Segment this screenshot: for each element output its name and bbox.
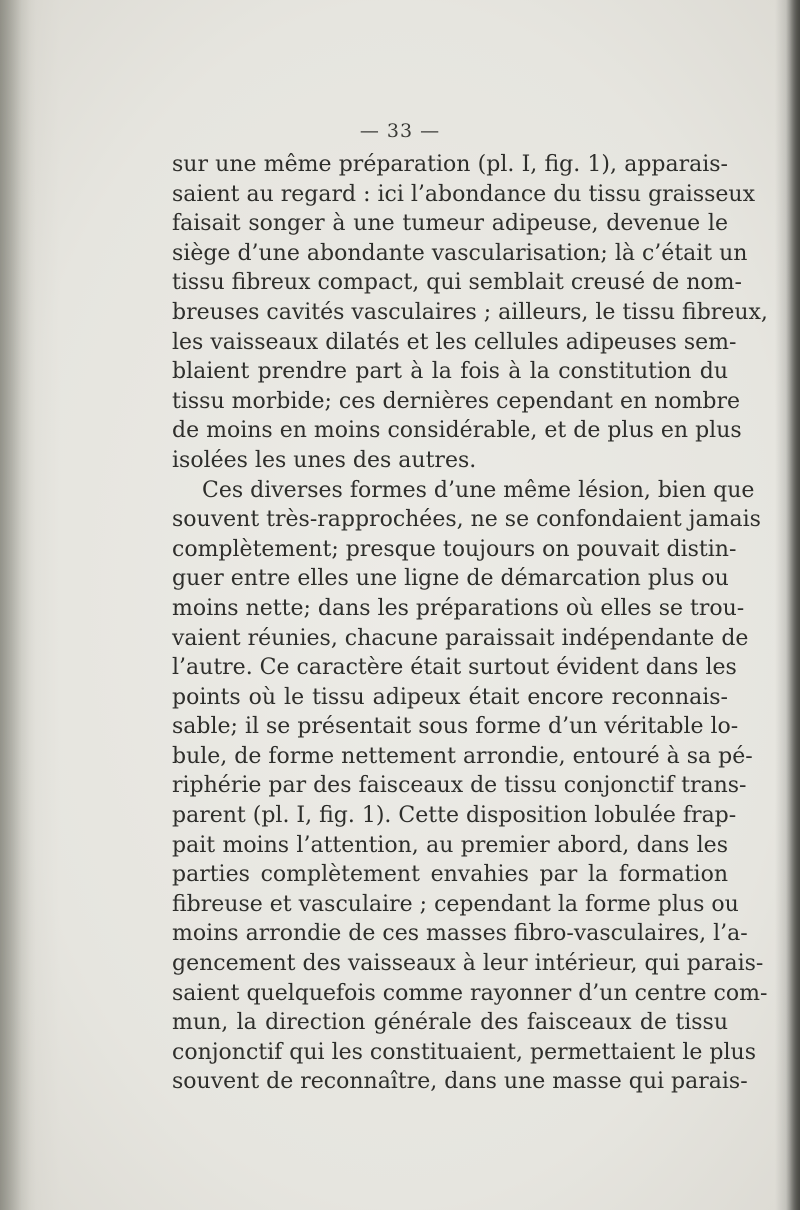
text-line: souvent de reconnaître, dans une masse qui parais- [172, 1069, 748, 1095]
text-line: points où le tissu adipeux était encore reconnais- [172, 684, 728, 710]
text-line: fibreuse et vasculaire ; cependant la forme plus ou [172, 891, 739, 917]
text-line: guer entre elles une ligne de démarcation plus ou [172, 566, 729, 592]
text-line: mun, la direction générale des faisceaux de tissu [172, 1010, 728, 1036]
page-number: — 33 — [359, 120, 441, 142]
text-line: sable; il se présentait sous forme d’un véritable lo- [172, 714, 739, 740]
text-line: tissu fibreux compact, qui semblait creusé de nom- [172, 270, 742, 296]
text-line: souvent très-rapprochées, ne se confondaient jamais [172, 507, 761, 533]
gutter-shadow [0, 0, 36, 1210]
text-line: de moins en moins considérable, et de plus en plus [172, 418, 742, 444]
page-edge-shadow [786, 0, 800, 1210]
text-line: saient au regard : ici l’abondance du tissu graisseux [172, 181, 755, 207]
text-line: blaient prendre part à la fois à la constitution du [172, 359, 728, 385]
text-line: parent (pl. I, fig. 1). Cette disposition lobulée frap- [172, 803, 737, 829]
text-line: les vaisseaux dilatés et les cellules adipeuses sem- [172, 329, 737, 355]
text-line: gencement des vaisseaux à leur intérieur, qui parais- [172, 951, 764, 977]
text-line: vaient réunies, chacune paraissait indépendante de [172, 625, 749, 651]
text-line: riphérie par des faisceaux de tissu conjonctif trans- [172, 773, 747, 799]
text-line: breuses cavités vasculaires ; ailleurs, le tissu fibreux, [172, 299, 768, 325]
text-line: complètement; presque toujours on pouvait distin- [172, 536, 737, 562]
text-line: isolées les unes des autres. [172, 447, 477, 473]
text-line: moins arrondie de ces masses fibro-vasculaires, l’a- [172, 921, 748, 947]
body-text [172, 150, 768, 1097]
text-line: pait moins l’attention, au premier abord, dans les [172, 832, 728, 858]
text-line: tissu morbide; ces dernières cependant en nombre [172, 388, 741, 414]
text-line: bule, de forme nettement arrondie, entouré à sa pé- [172, 743, 753, 769]
text-line: conjonctif qui les constituaient, permettaient le plus [172, 1039, 756, 1065]
text-line: saient quelquefois comme rayonner d’un centre com- [172, 980, 768, 1006]
text-line: siège d’une abondante vascularisation; là c’était un [172, 240, 748, 266]
text-line: l’autre. Ce caractère était surtout évident dans les [172, 655, 737, 681]
text-line: faisait songer à une tumeur adipeuse, devenue le [172, 211, 728, 237]
text-line: parties complètement envahies par la formation [172, 862, 728, 888]
text-line: Ces diverses formes d’une même lésion, bien que [202, 477, 755, 503]
text-line: moins nette; dans les préparations où elles se trou- [172, 595, 745, 621]
text-line: sur une même préparation (pl. I, fig. 1), apparais- [172, 152, 728, 177]
